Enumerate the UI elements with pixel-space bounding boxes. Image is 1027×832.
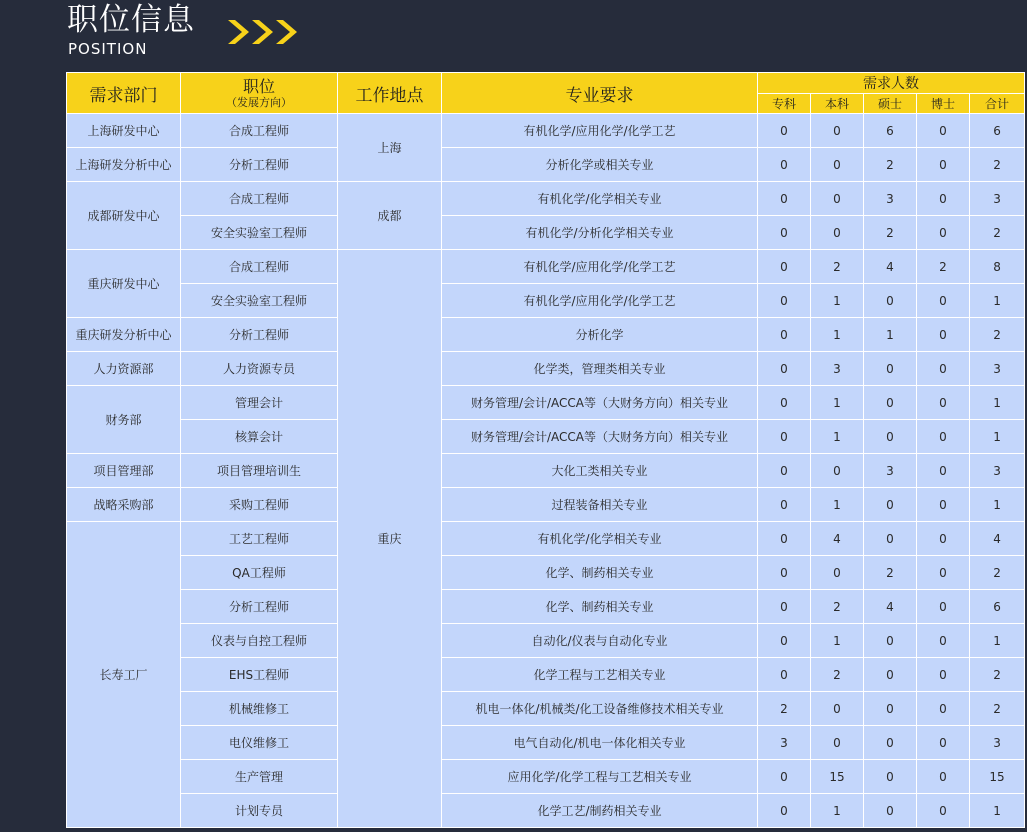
benke-cell: 2: [811, 590, 864, 624]
position-cell: 计划专员: [181, 794, 338, 828]
benke-cell: 15: [811, 760, 864, 794]
dept-cell: 项目管理部: [67, 454, 181, 488]
table-row: [67, 488, 1025, 522]
table-row: [67, 284, 1025, 318]
benke-cell: 1: [811, 488, 864, 522]
benke-cell: 1: [811, 318, 864, 352]
major-cell: 化学工艺/制药相关专业: [442, 794, 758, 828]
major-cell: 有机化学/分析化学相关专业: [442, 216, 758, 250]
position-cell: 合成工程师: [181, 182, 338, 216]
location-cell: 重庆: [338, 250, 442, 828]
zhuanke-cell: 0: [758, 318, 811, 352]
total-cell: 8: [970, 250, 1025, 284]
major-cell: 化学工程与工艺相关专业: [442, 658, 758, 692]
total-cell: 3: [970, 182, 1025, 216]
page-title: 职位信息: [67, 2, 195, 38]
shuoshi-cell: 3: [864, 454, 917, 488]
shuoshi-cell: 0: [864, 420, 917, 454]
boshi-cell: 0: [917, 216, 970, 250]
shuoshi-cell: 0: [864, 352, 917, 386]
location-cell: 成都: [338, 182, 442, 250]
total-cell: 1: [970, 488, 1025, 522]
boshi-cell: 0: [917, 624, 970, 658]
shuoshi-cell: 2: [864, 216, 917, 250]
position-cell: 项目管理培训生: [181, 454, 338, 488]
position-cell: 核算会计: [181, 420, 338, 454]
total-cell: 2: [970, 692, 1025, 726]
benke-cell: 1: [811, 624, 864, 658]
zhuanke-cell: 3: [758, 726, 811, 760]
shuoshi-cell: 1: [864, 318, 917, 352]
table-row: [67, 182, 1025, 216]
shuoshi-cell: 0: [864, 760, 917, 794]
shuoshi-cell: 0: [864, 488, 917, 522]
major-cell: 应用化学/化学工程与工艺相关专业: [442, 760, 758, 794]
benke-cell: 0: [811, 148, 864, 182]
total-cell: 1: [970, 386, 1025, 420]
major-cell: 化学、制药相关专业: [442, 590, 758, 624]
position-cell: EHS工程师: [181, 658, 338, 692]
header-total: 合计: [970, 94, 1025, 114]
total-cell: 1: [970, 420, 1025, 454]
position-cell: 分析工程师: [181, 590, 338, 624]
boshi-cell: 0: [917, 386, 970, 420]
major-cell: 有机化学/应用化学/化学工艺: [442, 284, 758, 318]
zhuanke-cell: 0: [758, 216, 811, 250]
position-table: [66, 72, 1025, 828]
boshi-cell: 2: [917, 250, 970, 284]
dept-cell: 财务部: [67, 386, 181, 454]
shuoshi-cell: 0: [864, 692, 917, 726]
zhuanke-cell: 0: [758, 386, 811, 420]
major-cell: 财务管理/会计/ACCA等（大财务方向）相关专业: [442, 386, 758, 420]
position-cell: 机械维修工: [181, 692, 338, 726]
boshi-cell: 0: [917, 148, 970, 182]
zhuanke-cell: 0: [758, 556, 811, 590]
boshi-cell: 0: [917, 114, 970, 148]
zhuanke-cell: 0: [758, 522, 811, 556]
shuoshi-cell: 4: [864, 590, 917, 624]
position-cell: 合成工程师: [181, 250, 338, 284]
position-cell: 生产管理: [181, 760, 338, 794]
location-cell: 上海: [338, 114, 442, 182]
total-cell: 2: [970, 318, 1025, 352]
position-cell: 分析工程师: [181, 318, 338, 352]
position-cell: 采购工程师: [181, 488, 338, 522]
benke-cell: 1: [811, 386, 864, 420]
dept-cell: 成都研发中心: [67, 182, 181, 250]
position-cell: 仪表与自控工程师: [181, 624, 338, 658]
position-cell: 管理会计: [181, 386, 338, 420]
total-cell: 3: [970, 454, 1025, 488]
zhuanke-cell: 0: [758, 250, 811, 284]
major-cell: 有机化学/化学相关专业: [442, 522, 758, 556]
zhuanke-cell: 0: [758, 284, 811, 318]
zhuanke-cell: 0: [758, 420, 811, 454]
page-header: [0, 0, 1027, 72]
shuoshi-cell: 3: [864, 182, 917, 216]
table-row: [67, 216, 1025, 250]
benke-cell: 0: [811, 556, 864, 590]
shuoshi-cell: 0: [864, 386, 917, 420]
benke-cell: 4: [811, 522, 864, 556]
table-row: [67, 522, 1025, 556]
header-benke: 本科: [811, 94, 864, 114]
benke-cell: 1: [811, 420, 864, 454]
dept-cell: 战略采购部: [67, 488, 181, 522]
shuoshi-cell: 0: [864, 624, 917, 658]
table-row: [67, 352, 1025, 386]
table-row: [67, 454, 1025, 488]
total-cell: 4: [970, 522, 1025, 556]
table-row: [67, 692, 1025, 726]
benke-cell: 1: [811, 284, 864, 318]
table-row: [67, 624, 1025, 658]
position-cell: 安全实验室工程师: [181, 284, 338, 318]
total-cell: 2: [970, 658, 1025, 692]
total-cell: 2: [970, 148, 1025, 182]
zhuanke-cell: 0: [758, 794, 811, 828]
triple-chevron-right-icon: [228, 17, 300, 47]
header-shuoshi: 硕士: [864, 94, 917, 114]
major-cell: 有机化学/应用化学/化学工艺: [442, 114, 758, 148]
boshi-cell: 0: [917, 420, 970, 454]
position-cell: 安全实验室工程师: [181, 216, 338, 250]
boshi-cell: 0: [917, 284, 970, 318]
total-cell: 6: [970, 590, 1025, 624]
major-cell: 有机化学/化学相关专业: [442, 182, 758, 216]
major-cell: 电气自动化/机电一体化相关专业: [442, 726, 758, 760]
boshi-cell: 0: [917, 658, 970, 692]
header-position-label: 职位: [242, 77, 275, 96]
zhuanke-cell: 0: [758, 760, 811, 794]
shuoshi-cell: 0: [864, 522, 917, 556]
table-row: [67, 420, 1025, 454]
total-cell: 2: [970, 216, 1025, 250]
dept-cell: 重庆研发中心: [67, 250, 181, 318]
benke-cell: 0: [811, 454, 864, 488]
header-location: 工作地点: [338, 73, 442, 114]
zhuanke-cell: 0: [758, 488, 811, 522]
position-cell: 分析工程师: [181, 148, 338, 182]
major-cell: 化学类，管理类相关专业: [442, 352, 758, 386]
zhuanke-cell: 0: [758, 590, 811, 624]
benke-cell: 2: [811, 250, 864, 284]
shuoshi-cell: 0: [864, 794, 917, 828]
table-row: [67, 250, 1025, 284]
position-cell: 人力资源专员: [181, 352, 338, 386]
benke-cell: 3: [811, 352, 864, 386]
benke-cell: 0: [811, 182, 864, 216]
total-cell: 1: [970, 284, 1025, 318]
dept-cell: 人力资源部: [67, 352, 181, 386]
shuoshi-cell: 0: [864, 284, 917, 318]
major-cell: 机电一体化/机械类/化工设备维修技术相关专业: [442, 692, 758, 726]
shuoshi-cell: 6: [864, 114, 917, 148]
total-cell: 1: [970, 624, 1025, 658]
boshi-cell: 0: [917, 522, 970, 556]
total-cell: 1: [970, 794, 1025, 828]
boshi-cell: 0: [917, 794, 970, 828]
table-row: [67, 794, 1025, 828]
position-cell: 工艺工程师: [181, 522, 338, 556]
total-cell: 3: [970, 352, 1025, 386]
boshi-cell: 0: [917, 556, 970, 590]
major-cell: 大化工类相关专业: [442, 454, 758, 488]
header-position-note: （发展方向）: [226, 96, 292, 109]
table-row: [67, 590, 1025, 624]
dept-cell: 重庆研发分析中心: [67, 318, 181, 352]
header-demand: 需求人数: [758, 73, 1025, 94]
major-cell: 过程装备相关专业: [442, 488, 758, 522]
boshi-cell: 0: [917, 726, 970, 760]
table-row: [67, 726, 1025, 760]
zhuanke-cell: 0: [758, 352, 811, 386]
benke-cell: 0: [811, 726, 864, 760]
table-row: [67, 386, 1025, 420]
header-boshi: 博士: [917, 94, 970, 114]
dept-cell: 上海研发中心: [67, 114, 181, 148]
total-cell: 6: [970, 114, 1025, 148]
dept-cell: 长寿工厂: [67, 522, 181, 828]
table-row: [67, 318, 1025, 352]
boshi-cell: 0: [917, 760, 970, 794]
benke-cell: 1: [811, 794, 864, 828]
benke-cell: 2: [811, 658, 864, 692]
table-row: [67, 658, 1025, 692]
shuoshi-cell: 4: [864, 250, 917, 284]
benke-cell: 0: [811, 114, 864, 148]
dept-cell: 上海研发分析中心: [67, 148, 181, 182]
boshi-cell: 0: [917, 454, 970, 488]
major-cell: 分析化学或相关专业: [442, 148, 758, 182]
boshi-cell: 0: [917, 182, 970, 216]
total-cell: 15: [970, 760, 1025, 794]
header-dept: 需求部门: [67, 73, 181, 114]
table-row: [67, 148, 1025, 182]
total-cell: 3: [970, 726, 1025, 760]
zhuanke-cell: 2: [758, 692, 811, 726]
benke-cell: 0: [811, 216, 864, 250]
boshi-cell: 0: [917, 488, 970, 522]
position-cell: QA工程师: [181, 556, 338, 590]
zhuanke-cell: 0: [758, 624, 811, 658]
table-row: [67, 114, 1025, 148]
zhuanke-cell: 0: [758, 454, 811, 488]
shuoshi-cell: 2: [864, 556, 917, 590]
major-cell: 分析化学: [442, 318, 758, 352]
major-cell: 自动化/仪表与自动化专业: [442, 624, 758, 658]
boshi-cell: 0: [917, 318, 970, 352]
table-row: [67, 556, 1025, 590]
total-cell: 2: [970, 556, 1025, 590]
zhuanke-cell: 0: [758, 658, 811, 692]
page-subtitle: POSITION: [68, 40, 148, 58]
shuoshi-cell: 0: [864, 726, 917, 760]
boshi-cell: 0: [917, 590, 970, 624]
shuoshi-cell: 0: [864, 658, 917, 692]
boshi-cell: 0: [917, 692, 970, 726]
zhuanke-cell: 0: [758, 114, 811, 148]
position-cell: 合成工程师: [181, 114, 338, 148]
major-cell: 财务管理/会计/ACCA等（大财务方向）相关专业: [442, 420, 758, 454]
position-cell: 电仪维修工: [181, 726, 338, 760]
boshi-cell: 0: [917, 352, 970, 386]
header-major: 专业要求: [442, 73, 758, 114]
shuoshi-cell: 2: [864, 148, 917, 182]
major-cell: 有机化学/应用化学/化学工艺: [442, 250, 758, 284]
table-row: [67, 760, 1025, 794]
header-zhuanke: 专科: [758, 94, 811, 114]
benke-cell: 0: [811, 692, 864, 726]
zhuanke-cell: 0: [758, 148, 811, 182]
zhuanke-cell: 0: [758, 182, 811, 216]
header-position: [181, 73, 338, 114]
major-cell: 化学、制药相关专业: [442, 556, 758, 590]
